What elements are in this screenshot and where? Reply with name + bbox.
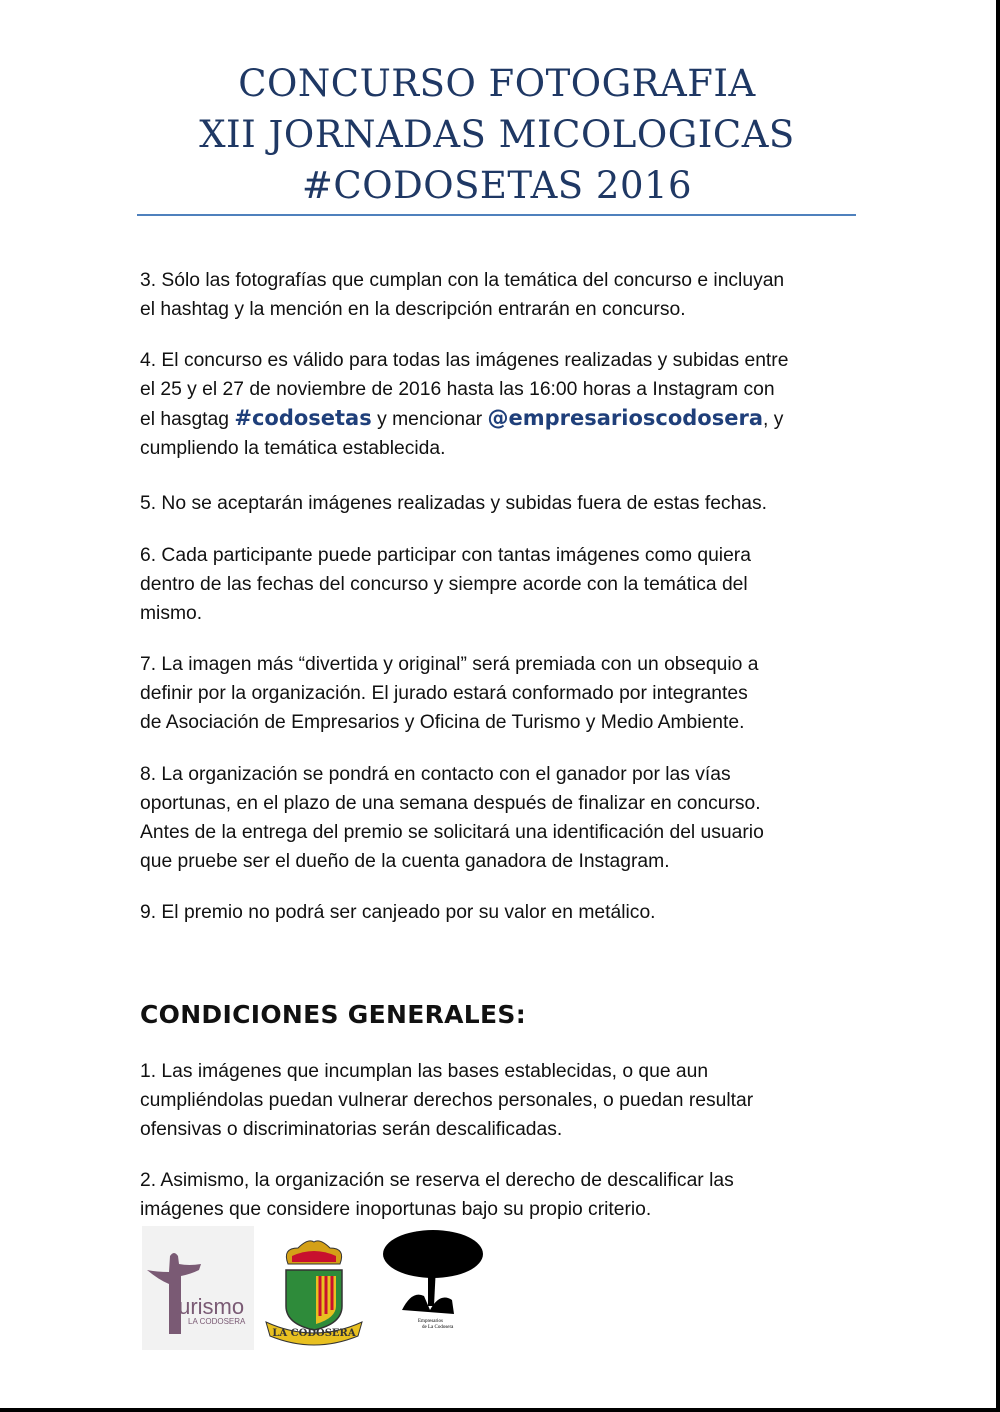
text-line: 3. Sólo las fotografías que cumplan con la temática del concurso e incluyan [140,270,785,291]
title-underline [137,214,856,216]
general-conditions-heading: CONDICIONES GENERALES: [140,1000,526,1029]
rule-4 [140,346,788,463]
text-line: el 25 y el 27 de noviembre de 2016 hasta las 16:00 horas a Instagram con [140,379,775,400]
svg-text:Empresarios: Empresarios [418,1319,443,1324]
text-line: de Asociación de Empresarios y Oficina de Turismo y Medio Ambiente. [140,712,745,733]
text-line: 5. No se aceptarán imágenes realizadas y subidas fuera de estas fechas. [140,493,768,514]
rule-8 [140,760,764,876]
text-line: oportunas, en el plazo de una semana después de finalizar en concurso. [140,793,761,814]
text-line: 8. La organización se pondrá en contacto con el ganador por las vías [140,764,731,785]
text-line: dentro de las fechas del concurso y siempre acorde con la temática del [140,574,748,595]
page-border-right [996,0,1000,1412]
text-span: el hasgtag [140,409,235,430]
text-line: 7. La imagen más “divertida y original” será premiada con un obsequio a [140,654,759,675]
rule-7 [140,650,758,737]
text-line: 1. Las imágenes que incumplan las bases establecidas, o que aun [140,1061,709,1082]
text-line [140,404,788,434]
text-line: mismo. [140,603,203,624]
text-line: cumpliéndolas puedan vulnerar derechos personales, o puedan resultar [140,1090,754,1111]
turismo-la-codosera-logo [142,1226,254,1350]
rule-9 [140,898,656,927]
title-line: XII JORNADAS MICOLOGICAS [199,113,795,156]
text-line: imágenes que considere inoportunas bajo su propio criterio. [140,1199,652,1220]
svg-text:LA CODOSERA: LA CODOSERA [188,1317,246,1326]
text-line: 2. Asimismo, la organización se reserva el derecho de descalificar las [140,1170,734,1191]
text-line: 4. El concurso es válido para todas las imágenes realizadas y subidas entre [140,350,789,371]
mention: @empresarioscodosera [487,406,763,430]
svg-text:LA CODOSERA: LA CODOSERA [272,1328,356,1339]
text-line: Antes de la entrega del premio se solicitará una identificación del usuario [140,822,764,843]
text-line: ofensivas o discriminatorias serán descalificadas. [140,1119,563,1140]
title-line: #CODOSETAS 2016 [301,164,693,207]
hashtag: #codosetas [234,406,372,430]
condition-2 [140,1166,734,1224]
text-span: y mencionar [371,409,488,430]
document-title [0,58,994,211]
text-line: definir por la organización. El jurado estará conformado por integrantes [140,683,748,704]
text-line: el hashtag y la mención en la descripción entrarán en concurso. [140,299,686,320]
svg-text:turismo: turismo [172,1294,245,1319]
condition-1 [140,1057,753,1144]
rule-6 [140,541,751,628]
page-border-bottom [0,1408,1000,1412]
text-line: 9. El premio no podrá ser canjeado por su valor en metálico. [140,902,656,923]
title-line: CONCURSO FOTOGRAFIA [238,62,756,105]
svg-text:de La Codosera: de La Codosera [422,1325,454,1330]
empresarios-tree-logo [378,1226,484,1336]
rule-3 [140,266,784,324]
text-span: , y [763,409,784,430]
rule-5 [140,489,767,518]
text-line: cumpliendo la temática establecida. [140,438,446,459]
text-line: que pruebe ser el dueño de la cuenta ganadora de Instagram. [140,851,670,872]
la-codosera-coat-of-arms [258,1226,370,1350]
text-line: 6. Cada participante puede participar con tantas imágenes como quiera [140,545,751,566]
